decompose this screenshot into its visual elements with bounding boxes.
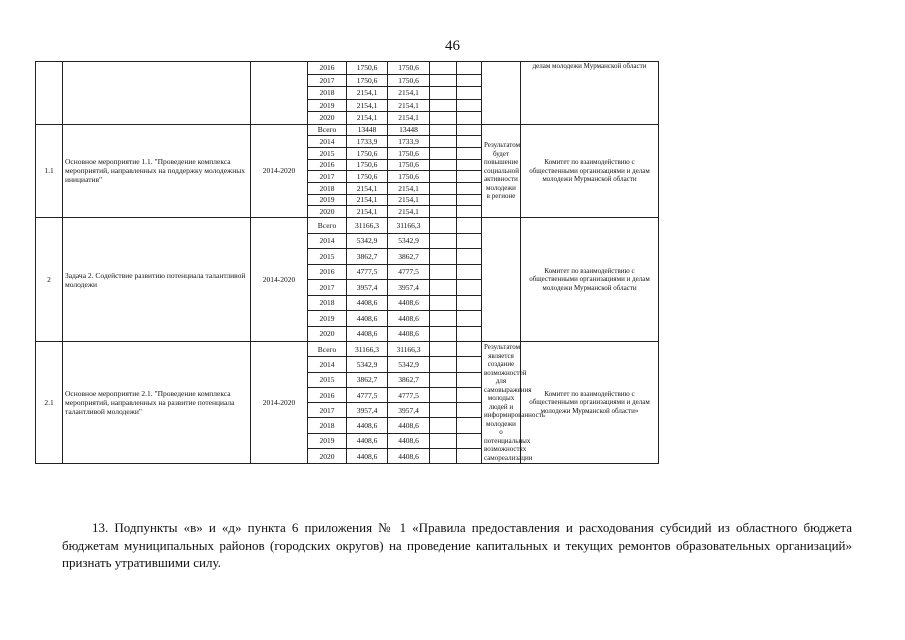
number-cell: 2.1 [36, 342, 63, 464]
empty-cell [457, 295, 482, 311]
amount-cell: 13448 [347, 124, 388, 136]
amount-cell: 1750,6 [347, 159, 388, 171]
year-cell: 2017 [308, 74, 347, 87]
empty-cell [430, 124, 457, 136]
regional-budget-cell: 3957,4 [388, 403, 430, 418]
empty-cell [430, 372, 457, 387]
amount-cell: 4408,6 [347, 433, 388, 448]
result-cell [482, 62, 521, 125]
year-cell: 2014 [308, 233, 347, 249]
regional-budget-cell: 4408,6 [388, 311, 430, 327]
year-cell: 2018 [308, 295, 347, 311]
period-cell: 2014-2020 [251, 124, 308, 218]
regional-budget-cell: 1733,9 [388, 136, 430, 148]
empty-cell [457, 249, 482, 265]
amount-cell: 4408,6 [347, 449, 388, 464]
paragraph-13: 13. Подпункты «в» и «д» пункта 6 приложения № 1 «Правила предоставления и расходования субсидий из областного бюджета бюджетам муниципальных районов (городских округов) на проведение капитальных и текущих ремонтов образовательных организаций» признать утратившими силу. [62, 520, 852, 570]
regional-budget-cell: 31166,3 [388, 218, 430, 234]
empty-cell [457, 147, 482, 159]
empty-cell [457, 280, 482, 296]
empty-cell [430, 194, 457, 206]
amount-cell: 2154,1 [347, 99, 388, 112]
result-cell: Результатом является создание возможностей для самовыражения молодых людей и информированность молодежи о потенциальных возможностях самореализации [482, 342, 521, 464]
empty-cell [430, 87, 457, 100]
table-row [36, 124, 786, 136]
year-cell: 2019 [308, 99, 347, 112]
amount-cell: 1733,9 [347, 136, 388, 148]
empty-cell [457, 233, 482, 249]
year-cell: 2020 [308, 206, 347, 218]
empty-cell [457, 136, 482, 148]
empty-cell [457, 62, 482, 75]
empty-cell [430, 342, 457, 357]
regional-budget-cell: 4408,6 [388, 433, 430, 448]
amount-cell: 2154,1 [347, 194, 388, 206]
amount-cell: 3862,7 [347, 372, 388, 387]
empty-cell [430, 387, 457, 402]
name-cell: Основное мероприятие 1.1. "Проведение комплекса мероприятий, направленных на поддержку молодежных инициатив" [63, 124, 251, 218]
empty-cell [430, 159, 457, 171]
executor-cell: делам молодежи Мурманской области [521, 62, 659, 125]
year-cell: 2016 [308, 264, 347, 280]
empty-cell [457, 99, 482, 112]
empty-cell [457, 218, 482, 234]
empty-cell [457, 264, 482, 280]
regional-budget-cell: 1750,6 [388, 159, 430, 171]
regional-budget-cell: 4408,6 [388, 449, 430, 464]
regional-budget-cell: 2154,1 [388, 99, 430, 112]
program-table [35, 61, 786, 464]
name-cell: Задача 2. Содействие развитию потенциала талантливой молодежи [63, 218, 251, 342]
empty-cell [457, 182, 482, 194]
year-cell: Всего [308, 218, 347, 234]
year-cell: 2015 [308, 372, 347, 387]
year-cell: 2020 [308, 326, 347, 342]
year-cell: 2019 [308, 194, 347, 206]
year-cell: 2017 [308, 171, 347, 183]
year-cell: 2016 [308, 62, 347, 75]
regional-budget-cell: 3957,4 [388, 280, 430, 296]
empty-cell [430, 171, 457, 183]
year-cell: 2014 [308, 136, 347, 148]
regional-budget-cell: 2154,1 [388, 206, 430, 218]
period-cell: 2014-2020 [251, 218, 308, 342]
amount-cell: 2154,1 [347, 87, 388, 100]
regional-budget-cell: 31166,3 [388, 342, 430, 357]
amount-cell: 4777,5 [347, 264, 388, 280]
year-cell: Всего [308, 124, 347, 136]
amount-cell: 3957,4 [347, 403, 388, 418]
empty-cell [430, 182, 457, 194]
year-cell: 2020 [308, 112, 347, 125]
empty-cell [430, 449, 457, 464]
empty-cell [457, 342, 482, 357]
empty-cell [430, 326, 457, 342]
amount-cell: 1750,6 [347, 62, 388, 75]
empty-cell [457, 433, 482, 448]
amount-cell: 3957,4 [347, 280, 388, 296]
empty-cell [430, 99, 457, 112]
regional-budget-cell: 4777,5 [388, 264, 430, 280]
regional-budget-cell: 1750,6 [388, 74, 430, 87]
empty-cell [430, 264, 457, 280]
regional-budget-cell: 1750,6 [388, 147, 430, 159]
empty-cell [430, 433, 457, 448]
regional-budget-cell: 4408,6 [388, 326, 430, 342]
empty-cell [457, 206, 482, 218]
amount-cell: 4408,6 [347, 295, 388, 311]
year-cell: 2019 [308, 433, 347, 448]
empty-cell [457, 387, 482, 402]
regional-budget-cell: 4408,6 [388, 295, 430, 311]
table-row [36, 218, 786, 234]
regional-budget-cell: 3862,7 [388, 372, 430, 387]
empty-cell [457, 311, 482, 327]
empty-cell [430, 311, 457, 327]
page-number: 46 [445, 38, 460, 54]
executor-cell: Комитет по взаимодействию с общественными организациями и делам молодежи Мурманской области [521, 218, 659, 342]
empty-cell [457, 418, 482, 433]
empty-cell [430, 62, 457, 75]
empty-cell [430, 74, 457, 87]
amount-cell: 5342,9 [347, 233, 388, 249]
empty-cell [457, 87, 482, 100]
period-cell: 2014-2020 [251, 342, 308, 464]
regional-budget-cell: 2154,1 [388, 87, 430, 100]
empty-cell [430, 418, 457, 433]
empty-cell [457, 159, 482, 171]
regional-budget-cell: 13448 [388, 124, 430, 136]
year-cell: 2020 [308, 449, 347, 464]
amount-cell: 31166,3 [347, 218, 388, 234]
year-cell: 2015 [308, 249, 347, 265]
empty-cell [457, 171, 482, 183]
regional-budget-cell: 5342,9 [388, 233, 430, 249]
period-cell [251, 62, 308, 125]
amount-cell: 2154,1 [347, 112, 388, 125]
empty-cell [457, 124, 482, 136]
empty-cell [457, 194, 482, 206]
amount-cell: 31166,3 [347, 342, 388, 357]
regional-budget-cell: 4408,6 [388, 418, 430, 433]
amount-cell: 4777,5 [347, 387, 388, 402]
number-cell [36, 62, 63, 125]
amount-cell: 4408,6 [347, 326, 388, 342]
year-cell: Всего [308, 342, 347, 357]
empty-cell [430, 249, 457, 265]
regional-budget-cell: 3862,7 [388, 249, 430, 265]
empty-cell [430, 403, 457, 418]
empty-cell [430, 112, 457, 125]
table-row [36, 342, 786, 357]
amount-cell: 1750,6 [347, 74, 388, 87]
regional-budget-cell: 5342,9 [388, 357, 430, 372]
empty-cell [457, 112, 482, 125]
amount-cell: 5342,9 [347, 357, 388, 372]
executor-cell: Комитет по взаимодействию с общественными организациями и делам молодежи Мурманской области» [521, 342, 659, 464]
year-cell: 2019 [308, 311, 347, 327]
executor-cell: Комитет по взаимодействию с общественными организациями и делам молодежи Мурманской области [521, 124, 659, 218]
amount-cell: 4408,6 [347, 311, 388, 327]
empty-cell [430, 233, 457, 249]
year-cell: 2017 [308, 403, 347, 418]
empty-cell [430, 357, 457, 372]
empty-cell [430, 136, 457, 148]
amount-cell: 2154,1 [347, 206, 388, 218]
empty-cell [457, 372, 482, 387]
empty-cell [430, 206, 457, 218]
empty-cell [457, 449, 482, 464]
amount-cell: 4408,6 [347, 418, 388, 433]
year-cell: 2014 [308, 357, 347, 372]
result-cell [482, 218, 521, 342]
regional-budget-cell: 1750,6 [388, 171, 430, 183]
regional-budget-cell: 2154,1 [388, 182, 430, 194]
amount-cell: 2154,1 [347, 182, 388, 194]
number-cell: 1.1 [36, 124, 63, 218]
empty-cell [457, 326, 482, 342]
amount-cell: 1750,6 [347, 171, 388, 183]
empty-cell [430, 280, 457, 296]
year-cell: 2016 [308, 387, 347, 402]
name-cell: Основное мероприятие 2.1. "Проведение комплекса мероприятий, направленных на развитие потенциала талантливой молодежи" [63, 342, 251, 464]
name-cell [63, 62, 251, 125]
year-cell: 2017 [308, 280, 347, 296]
empty-cell [457, 74, 482, 87]
year-cell: 2018 [308, 418, 347, 433]
amount-cell: 3862,7 [347, 249, 388, 265]
number-cell: 2 [36, 218, 63, 342]
empty-cell [430, 147, 457, 159]
year-cell: 2018 [308, 87, 347, 100]
result-cell: Результатом будет повышение социальной активности молодежи в регионе [482, 124, 521, 218]
regional-budget-cell: 4777,5 [388, 387, 430, 402]
year-cell: 2016 [308, 159, 347, 171]
empty-cell [457, 357, 482, 372]
amount-cell: 1750,6 [347, 147, 388, 159]
table-row [36, 62, 786, 75]
year-cell: 2015 [308, 147, 347, 159]
regional-budget-cell: 2154,1 [388, 112, 430, 125]
regional-budget-cell: 2154,1 [388, 194, 430, 206]
year-cell: 2018 [308, 182, 347, 194]
empty-cell [430, 218, 457, 234]
regional-budget-cell: 1750,6 [388, 62, 430, 75]
empty-cell [457, 403, 482, 418]
empty-cell [430, 295, 457, 311]
